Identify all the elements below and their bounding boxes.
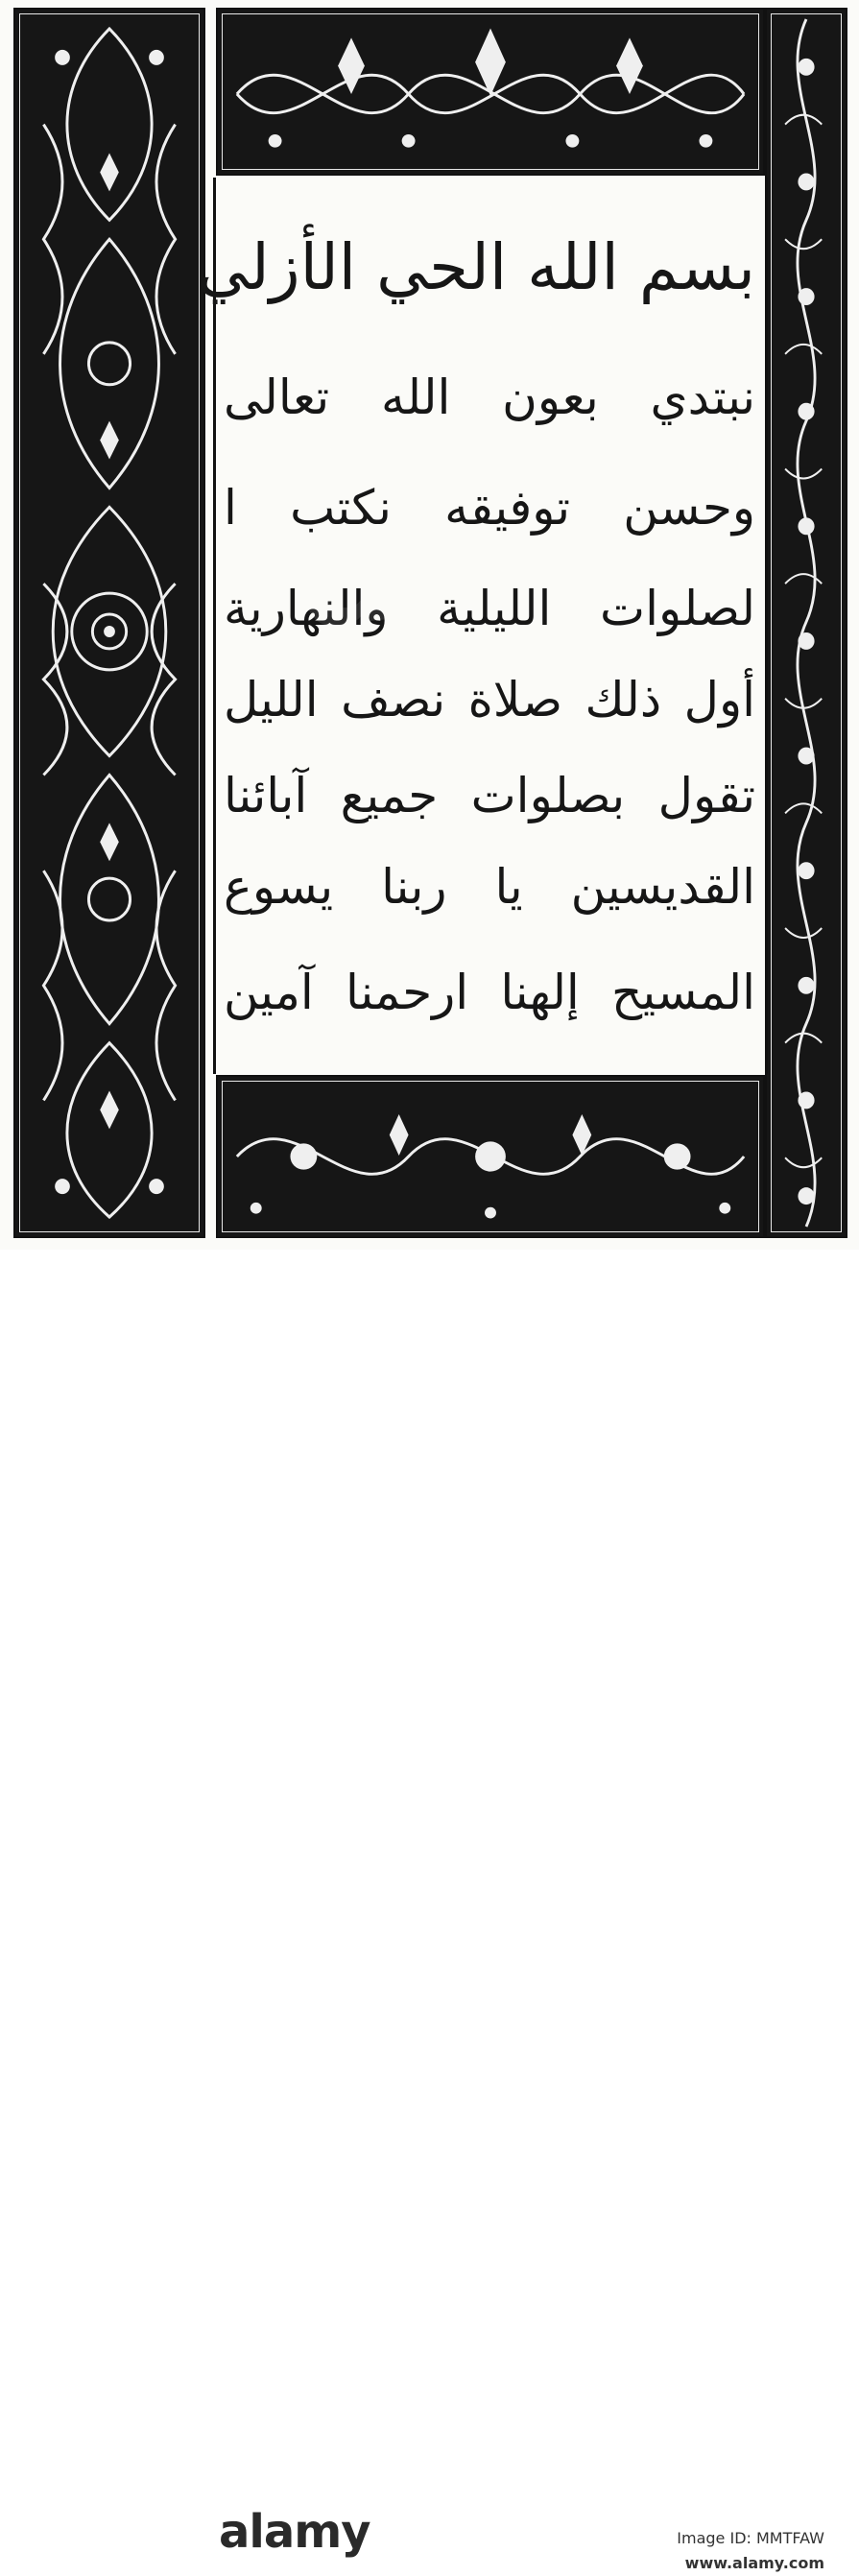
text-line-1: نبتدي بعون الله تعالى	[224, 370, 755, 425]
left-ornament-border	[13, 8, 205, 1238]
text-line-5: تقول بصلوات جميع آبائنا	[224, 768, 755, 823]
top-arabesque-pattern	[218, 10, 763, 174]
site-url: www.alamy.com	[684, 2554, 824, 2572]
stock-info	[677, 2526, 824, 2576]
text-line-6: القديسين يا ربنا يسوع	[224, 859, 755, 915]
alamy-logo: alamy	[219, 2505, 370, 2559]
right-vine-pattern	[767, 10, 846, 1236]
manuscript-title: بسم الله الحي الأزلي	[197, 230, 755, 304]
image-id: Image ID: MMTFAW	[677, 2529, 824, 2547]
manuscript-page	[0, 0, 859, 1250]
text-line-4: أول ذلك صلاة نصف الليل	[224, 672, 755, 727]
left-floral-pattern	[15, 10, 203, 1236]
text-area	[197, 178, 768, 1074]
bottom-ornament-panel	[216, 1075, 765, 1238]
text-line-7: المسيح إلهنا ارحمنا آمين	[224, 965, 755, 1020]
right-ornament-border	[765, 8, 847, 1238]
text-line-3: لصلوات الليلية والنهارية	[224, 581, 755, 636]
bottom-floral-pattern	[218, 1077, 763, 1236]
stock-footer	[0, 1250, 859, 2572]
text-line-2: وحسن توفيقه نكتب ا	[224, 480, 755, 536]
top-ornament-panel	[216, 8, 765, 176]
